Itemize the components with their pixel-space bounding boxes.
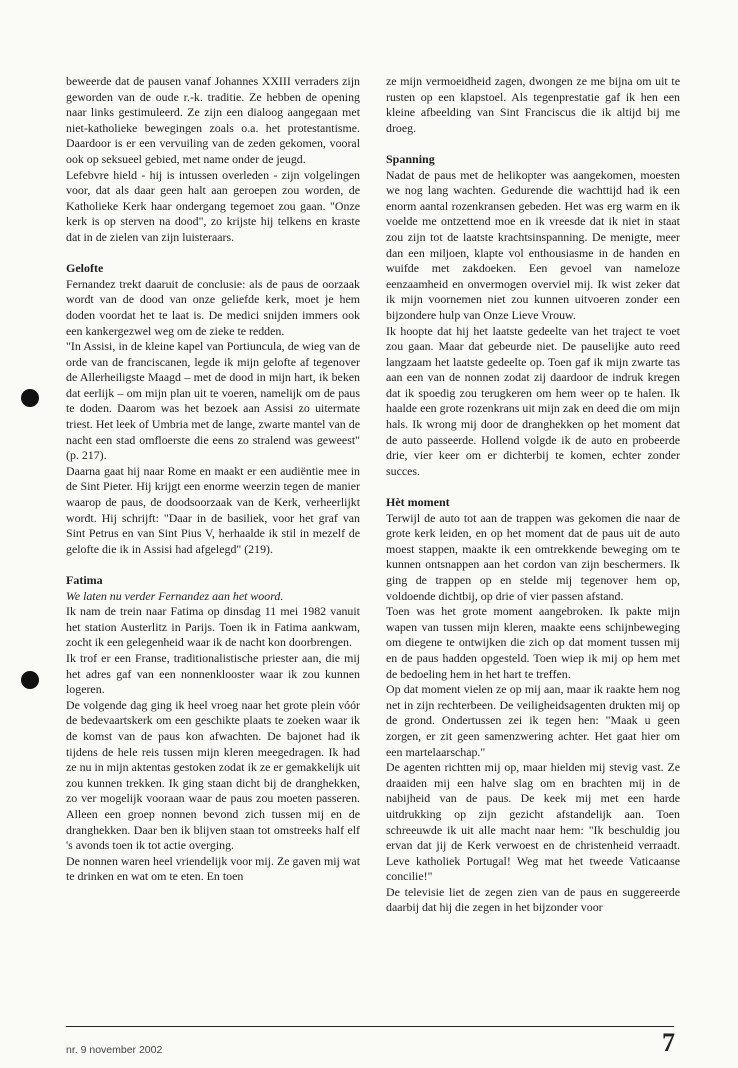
page-number: 7 <box>662 1028 675 1057</box>
section-heading-fatima: Fatima <box>66 573 103 587</box>
paragraph: Fernandez trekt daaruit de conclusie: als de paus de oorzaak wordt van de dood van onze geliefde kerk, moet je hem doden voordat het te laat is. De medici snijden immers ook een kankergezwel weg om de zieke te redden. <box>66 276 360 338</box>
paragraph: De nonnen waren heel vriendelijk voor mij. Ze gaven mij wat te drinken en wat om te eten. En toen <box>66 853 360 884</box>
paragraph: Ik nam de trein naar Fatima op dinsdag 11 mei 1982 vanuit het station Austerlitz in Parijs. Toen ik in Fatima aankwam, zocht ik een gelegenheid waar ik de nacht kon doorbrengen. <box>66 604 360 650</box>
paragraph: De agenten richtten mij op, maar hielden mij stevig vast. Ze draaiden mij een halve slag om en brachten mij in de nabijheid van de paus. De keek mij met een harde uitdrukking op zijn gezicht afstandelijk aan. Toen schreeuwde ik uit alle macht naar hem: "Ik beschuldig jou ervan dat jij de Kerk verwoest en de christenheid verraadt. Leve katholiek Portugal! Weg mat het tweede Vaticaanse concilie!" <box>386 760 680 884</box>
paragraph: De volgende dag ging ik heel vroeg naar het grote plein vóór de bedevaartskerk om een geschikte plaats te zoeken waar ik de komst van de paus kon afwachten. De bajonet had ik tijdens de hele reis tussen mijn kleren meegedragen. Ik had ze nu in mijn aktentas gestoken zodat ik ze er gemakkelijk uit zou kunnen trekken. Ik ging staan dicht bij de dranghekken, zo ver mogelijk vooraan waar de paus zou moeten passeren. Alleen een groep nonnen bevond zich tussen mij en de dranghekken. Daar ben ik blijven staan tot omstreeks half elf 's avonds toen ik tot actie overging. <box>66 697 360 853</box>
margin-bullet-2 <box>21 671 39 689</box>
right-column <box>386 74 680 916</box>
paragraph: "In Assisi, in de kleine kapel van Portiuncula, de wieg van de orde van de franciscanen, legde ik mijn gelofte af tegenover de Allerheiligste Maagd – met de dood in mijn hart, ik beken dat eerlijk – om mijn plan uit te voeren, namelijk om de paus te doden. Daarom was het bezoek aan Assisi zo uitermate triest. Het leek of Umbria met de lange, zwarte mantel van de nacht een stad omfloerste die eens zo stralend was geweest" (p. 217). <box>66 339 360 463</box>
paragraph: Lefebvre hield - hij is intussen overleden - zijn volgelingen voor, dat als daar geen halt aan geroepen zou worden, de Katholieke Kerk haar ondergang tegemoet zou gaan. "Onze kerk is op sterven na dood", zo krijste hij telkens en kraste dat in de zielen van zijn luisteraars. <box>66 167 360 244</box>
paragraph: Ik hoopte dat hij het laatste gedeelte van het traject te voet zou gaan. Maar dat gebeurde niet. De pauselijke auto reed langzaam het laatste gedeelte op. Toen gaf ik mijn zwarte tas aan een van de nonnen zodat zij daardoor de indruk kregen dat ik spoedig zou terugkeren om hem weer op te halen. Ik haalde een grote rozenkrans uit mijn zak en deed die om mijn hals. Ik wrong mij door de dranghekken op het moment dat de auto passeerde. Hollend volgde ik de auto en probeerde drie, vier keer om er dichterbij te komen, echter zonder succes. <box>386 323 680 478</box>
left-column <box>66 74 360 885</box>
section-heading-het-moment: Hèt moment <box>386 495 450 510</box>
paragraph: Ik trof er een Franse, traditionalistische priester aan, die mij het adres gaf van een nonnenklooster waar ik zou kunnen logeren. <box>66 650 360 697</box>
section-heading-gelofte: Gelofte <box>66 261 104 276</box>
paragraph: Nadat de paus met de helikopter was aangekomen, moesten we nog lang wachten. Gedurende die wachttijd had ik een enorm aantal rozenkransen gebeden. Het was erg warm en ik voelde me ontzettend moe en ik vreesde dat ik niet in staat zou zijn tot de laatste krachtsinspanning. De menigte, meer dan een miljoen, klapte vol enthousiasme in de handen en wuifde met zakdoeken. Een gevoel van nameloze eenzaamheid en onvermogen overviel mij. Ik wist zeker dat ik mijn voornemen niet zou kunnen uitvoeren zonder een bijzondere hulp van Onze Lieve Vrouw. <box>386 167 680 322</box>
paragraph: ze mijn vermoeidheid zagen, dwongen ze me bijna om uit te rusten op een klapstoel. Als tegenprestatie gaf ik hen een kleine afbeelding van Sint Franciscus die ik altijd bij me droeg. <box>386 74 680 135</box>
margin-bullet-1 <box>21 389 39 407</box>
paragraph: Daarna gaat hij naar Rome en maakt er een audiëntie mee in de Sint Pieter. Hij krijgt een enorme weerzin tegen de manier waarop de paus, de doodsoorzaak van de Kerk, verheerlijkt wordt. Hij schrijft: "Daar in de basiliek, voor het graf van Sint Petrus en van Sint Pius V, herhaalde ik stil in mezelf de gelofte die ik in Assisi had afgelegd" (219). <box>66 463 360 556</box>
section-heading-spanning: Spanning <box>386 151 435 166</box>
paragraph: Op dat moment vielen ze op mij aan, maar ik raakte hem nog net in zijn rechterbeen. De veiligheidsagenten drukten mij op de grond. Ondertussen zei ik tegen hen: "Maak u geen zorgen, er zit geen samenzwering achter. Het gaat hier om een martelaarschap." <box>386 682 680 759</box>
paragraph: beweerde dat de pausen vanaf Johannes XXIII verraders zijn geworden van de oude r.-k. traditie. Ze hebben de opening naar links gestimuleerd. Ze zijn een dialoog aangegaan met niet-katholieke bewegingen zoals o.a. het protestantisme. Daardoor is er een vervuiling van de zeden gekomen, vooral ook op seksueel gebied, met name onder de jeugd. <box>66 74 360 166</box>
paragraph: Terwijl de auto tot aan de trappen was gekomen die naar de grote kerk leiden, en op het moment dat de paus uit de auto moest stappen, maakte ik een omtrekkende beweging om te kunnen ontsnappen aan het cordon van zijn beschermers. Ik ging de trappen op en stelde mij tegenover hem op, voldoende dichtbij, op drie of vier passen afstand. <box>386 510 680 603</box>
issue-label: nr. 9 november 2002 <box>66 1044 163 1056</box>
italic-intro: We laten nu verder Fernandez aan het woord. <box>66 588 284 603</box>
paragraph: Toen was het grote moment aangebroken. Ik pakte mijn wapen van tussen mijn kleren, maakte eens schijnbeweging om diegene te ontwijken die zich op dat moment tussen mij en de paus hadden opgesteld. Toen wiep ik mij op hem met de bedoeling hem in het hart te treffen. <box>386 604 680 681</box>
footer-rule <box>66 1026 674 1027</box>
paragraph: De televisie liet de zegen zien van de paus en suggereerde daarbij dat hij die zegen in het bijzonder voor <box>386 884 680 915</box>
